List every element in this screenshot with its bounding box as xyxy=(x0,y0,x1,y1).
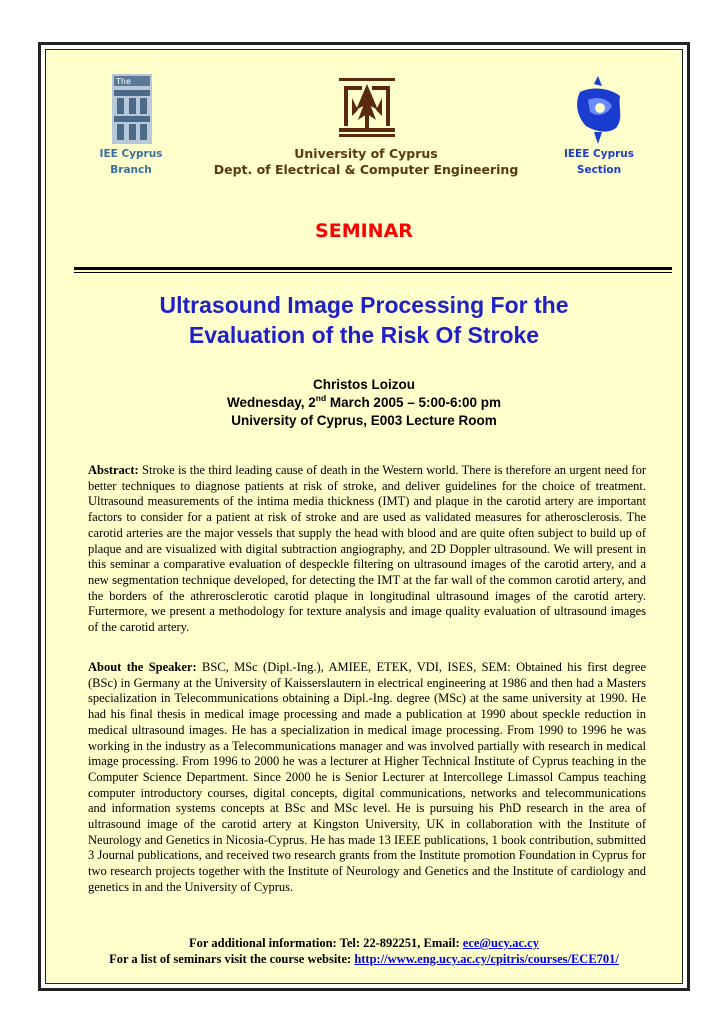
left-caption-line1: IEE Cyprus xyxy=(99,148,163,160)
right-caption-line1: IEEE Cyprus xyxy=(563,148,635,160)
seminar-title xyxy=(86,290,642,350)
date-suffix: March 2005 – 5:00-6:00 pm xyxy=(326,395,502,410)
about-label: About the Speaker: xyxy=(88,660,197,674)
contact-line xyxy=(46,935,682,951)
department-name: Dept. of Electrical & Computer Engineering xyxy=(213,162,519,177)
date-ordinal: nd xyxy=(315,393,327,403)
abstract-paragraph xyxy=(88,463,646,636)
iee-logo-text: The xyxy=(116,77,131,86)
about-text: BSC, MSc (Dipl.-Ing.), AMIEE, ETEK, VDI, ISES, SEM: Obtained his first degree (BSc) in Germany at the University of Kaisserslautern in electrical engineering at 1986 and then had a Masters specialization in Telecommunications obtaining a Dipl.-Ing. degree (MSc) at the same university at 1990. He had his final thesis in medical image processing and made a publication at 1990 about speckle reduction in medical ultrasound images. He has a specialization in medical image processing. From 1990 to 1996 he was working in the industry as a Telecommunications manager and was involved partially with research in medical image processing. From 1996 to 2000 he was a lecturer at Higher Technical Institute of Cyprus teaching in the Computer Science Department. Since 2000 he is Senior Lecturer at Intercollege Limassol Campus teaching computer introductory courses, digital concepts, digital communications, networks and telecommunications and information systems concepts at BSc and MSc level. He is pursuing his PhD research in the area of ultrasound image of the carotid artery at Kingston University, UK in collaboration with the Institute of Neurology and Genetics in Nicosia-Cyprus. He has made 13 IEEE publications, 1 book contribution, submitted 3 Journal publications, and received two research grants from the Institute promotion Foundation in Cyprus for two research projects together with the Institute of Neurology and Genetics and the Institute of cardiology and genetics in and the University of Cyprus. xyxy=(88,660,646,894)
seminar-location: University of Cyprus, E003 Lecture Room xyxy=(231,413,497,428)
flyer xyxy=(45,49,683,984)
seminar-date xyxy=(86,394,642,412)
iee-logo xyxy=(112,74,152,144)
divider-thin xyxy=(74,272,672,273)
about-speaker-paragraph xyxy=(88,660,646,896)
seminar-heading: SEMINAR xyxy=(315,220,413,242)
iee-cyprus-branch-caption xyxy=(86,146,176,178)
contact-prefix: For additional information: Tel: 22-892251, Email: xyxy=(189,936,463,950)
email-link[interactable]: ece@ucy.ac.cy xyxy=(462,936,539,950)
course-website-link[interactable]: http://www.eng.ucy.ac.cy/cpitris/courses/ECE701/ xyxy=(354,952,619,966)
university-caption xyxy=(176,146,556,178)
left-caption-line2: Branch xyxy=(110,164,152,176)
title-line1: Ultrasound Image Processing For the xyxy=(159,292,569,318)
speaker-block xyxy=(86,376,642,430)
divider-thick xyxy=(74,267,672,270)
university-of-cyprus-logo xyxy=(336,76,398,140)
ieee-cyprus-logo xyxy=(568,74,628,146)
ieee-cyprus-section-caption xyxy=(554,146,644,178)
university-name: University of Cyprus xyxy=(294,146,438,161)
right-caption-line2: Section xyxy=(576,164,622,176)
website-prefix: For a list of seminars visit the course website: xyxy=(109,952,355,966)
date-prefix: Wednesday, 2 xyxy=(226,395,316,410)
speaker-name: Christos Loizou xyxy=(313,377,415,392)
title-line2: Evaluation of the Risk Of Stroke xyxy=(188,322,540,348)
footer xyxy=(46,935,682,967)
website-line xyxy=(46,951,682,967)
abstract-label: Abstract: xyxy=(88,463,139,477)
abstract-text: Stroke is the third leading cause of death in the Western world. There is therefore an urgent need for better techniques to diagnose patients at risk of stroke, and deliver guidelines for the choice of treatment. Ultrasound measurements of the intima media thickness (IMT) and plaque in the carotid artery are important factors to consider for a patient at risk of stroke and are used as validated measures for atherosclerosis. The carotid arteries are the major vessels that supply the head with blood and are quite often subject to build up of plaque and are visualized with digital subtraction angiography, and 2D Doppler ultrasound. We will present in this seminar a comparative evaluation of despeckle filtering on ultrasound images of the carotid artery, and a new segmentation technique developed, for detecting the IMT at the far wall of the common carotid artery, and the borders of the athrerosclerotic carotid plaque in longitudinal ultrasound images of the carotid artery. Furtermore, we present a methodology for texture analysis and image quality evaluation of ultrasound images of the carotid artery. xyxy=(88,463,646,635)
page-border xyxy=(38,42,690,991)
